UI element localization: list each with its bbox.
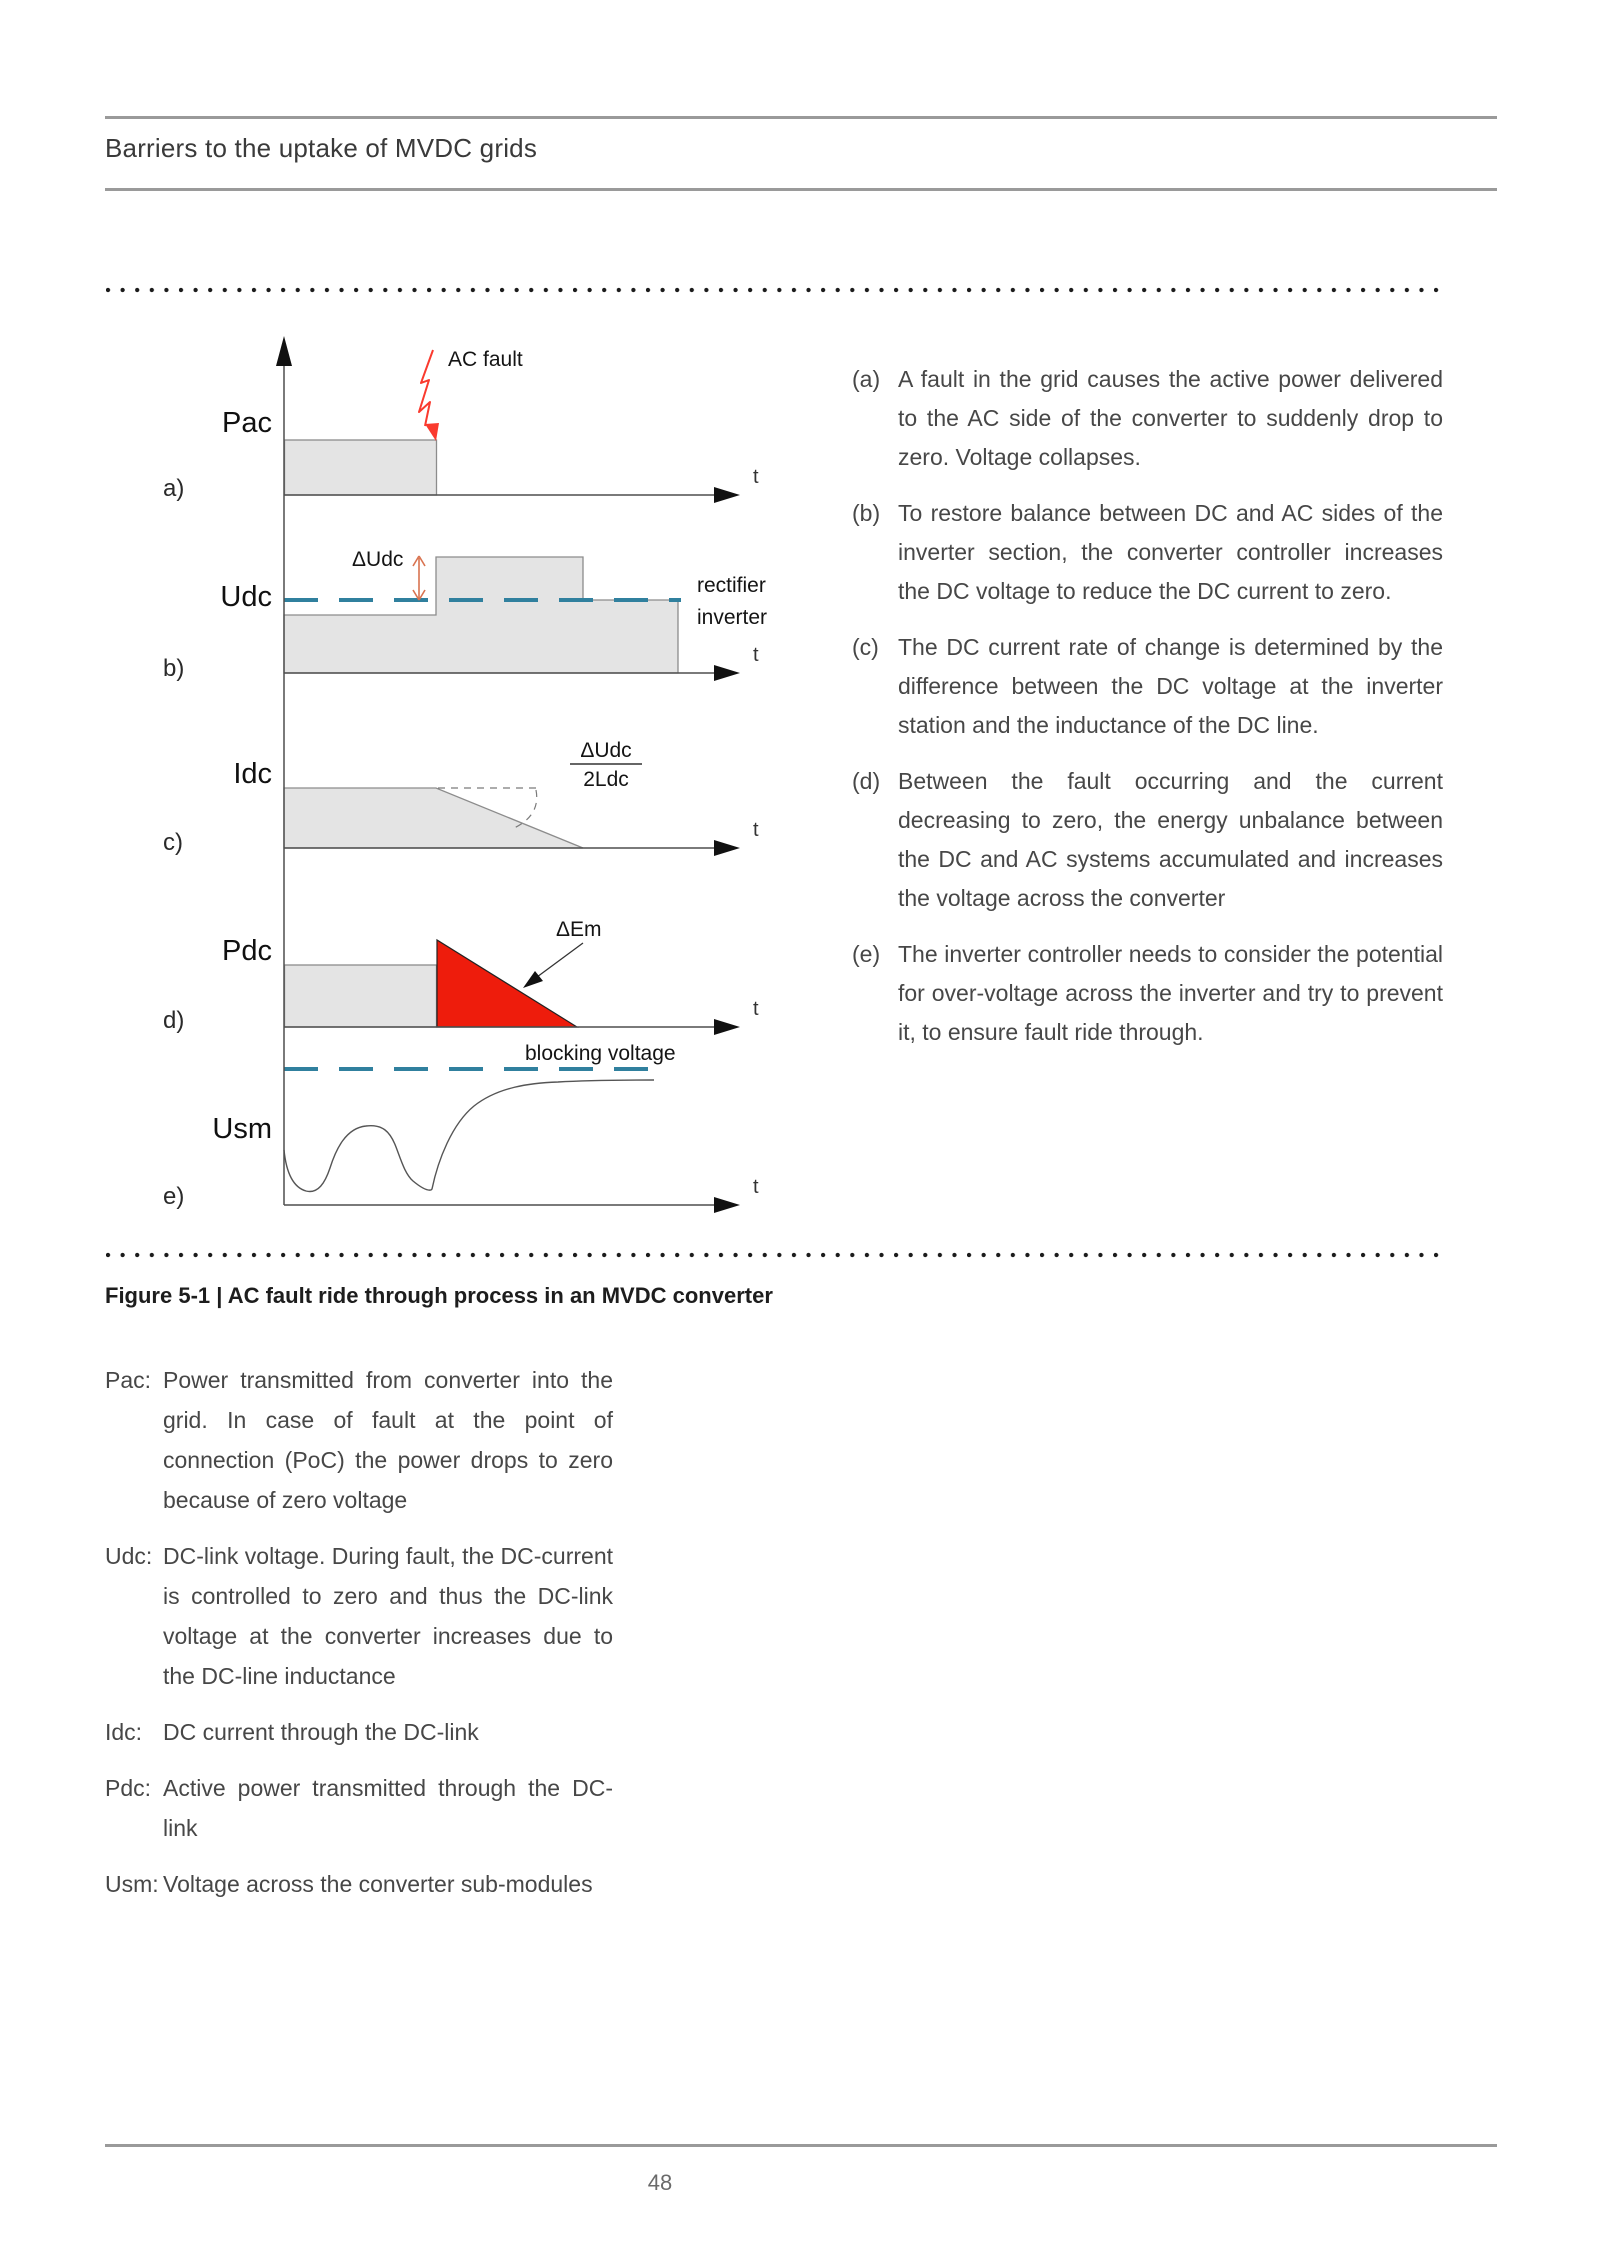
- definition-usm-text: Voltage across the converter sub-modules: [163, 1871, 593, 1897]
- plot-e: [163, 1042, 759, 1213]
- definition-udc-text: DC-link voltage. During fault, the DC-current is controlled to zero and thus the DC-link voltage at the converter increases due to the DC-line inductance: [163, 1543, 613, 1689]
- time-axis-d-label: t: [753, 998, 759, 1020]
- ac-fault-lightning-icon: [419, 350, 433, 426]
- usm-voltage-curve: [284, 1080, 654, 1191]
- idc-axis-label: Idc: [233, 758, 272, 790]
- subplot-d-label: d): [163, 1007, 185, 1034]
- subplot-b-label: b): [163, 655, 185, 682]
- plot-b: [163, 548, 767, 682]
- definition-pdc: [105, 1768, 613, 1848]
- note-e-text: The inverter controller needs to consider the potential for over-voltage across the inverter and try to prevent it, to ensure fault ride through.: [898, 941, 1443, 1045]
- time-axis-a-arrow: [714, 487, 740, 503]
- slope-fraction-numerator: ΔUdc: [580, 739, 632, 762]
- subplot-c-label: c): [163, 829, 183, 856]
- time-axis-e-label: t: [753, 1176, 759, 1198]
- dotted-separator-bottom: [106, 1252, 1446, 1258]
- note-c-text: The DC current rate of change is determined by the difference between the DC voltage at the inverter station and the inductance of the DC line.: [898, 634, 1443, 738]
- definition-pdc-text: Active power transmitted through the DC-link: [163, 1775, 613, 1841]
- ac-fault-annotation: AC fault: [448, 348, 523, 371]
- figure-caption: Figure 5-1 | AC fault ride through process in an MVDC converter: [105, 1283, 773, 1308]
- note-b: [852, 494, 1443, 611]
- note-b-label: (b): [852, 500, 881, 526]
- footer-rule: [105, 2144, 1497, 2147]
- dotted-separator-top: [106, 287, 1446, 293]
- page-header-title: Barriers to the uptake of MVDC grids: [105, 133, 538, 163]
- time-axis-b-label: t: [753, 644, 759, 666]
- figure-notes: [852, 360, 1443, 1069]
- delta-udc-double-arrow: [413, 556, 425, 600]
- plot-c: [163, 739, 759, 856]
- pdc-axis-label: Pdc: [222, 935, 272, 967]
- page-number: 48: [647, 2170, 673, 2195]
- note-d-label: (d): [852, 768, 881, 794]
- usm-axis-label: Usm: [212, 1113, 272, 1145]
- note-c: [852, 628, 1443, 745]
- definition-udc: [105, 1536, 613, 1696]
- plot-a: [163, 348, 759, 503]
- header-rule-bottom: [105, 188, 1497, 191]
- header-rule-top: [105, 116, 1497, 119]
- time-axis-c-label: t: [753, 819, 759, 841]
- time-axis-b-arrow: [714, 665, 740, 681]
- time-axis-a-label: t: [753, 466, 759, 488]
- definition-pac-text: Power transmitted from converter into the grid. In case of fault at the point of connection (PoC) the power drops to zero because of zero voltage: [163, 1367, 613, 1513]
- definition-pdc-term: Pdc:: [105, 1775, 152, 1801]
- delta-em-annotation: ΔEm: [556, 918, 602, 941]
- pac-axis-label: Pac: [222, 407, 272, 439]
- vertical-axis-arrow: [276, 336, 292, 366]
- blocking-voltage-label: blocking voltage: [525, 1042, 676, 1065]
- time-axis-d-arrow: [714, 1019, 740, 1035]
- delta-udc-annotation: ΔUdc: [352, 548, 404, 571]
- inverter-label: inverter: [697, 606, 768, 629]
- definition-udc-term: Udc:: [105, 1543, 153, 1569]
- note-a-label: (a): [852, 366, 881, 392]
- definitions-list: [105, 1360, 613, 1920]
- note-d-text: Between the fault occurring and the current decreasing to zero, the energy unbalance between the DC and AC systems accumulated and increases the voltage across the converter: [898, 768, 1443, 911]
- pdc-energy-triangle: [437, 940, 577, 1027]
- time-axis-c-arrow: [714, 840, 740, 856]
- definition-pac: [105, 1360, 613, 1520]
- note-a-text: A fault in the grid causes the active power delivered to the AC side of the converter to suddenly drop to zero. Voltage collapses.: [898, 366, 1443, 470]
- plot-d: [163, 918, 759, 1035]
- note-a: [852, 360, 1443, 477]
- udc-axis-label: Udc: [220, 581, 272, 613]
- subplot-e-label: e): [163, 1183, 185, 1210]
- note-e: [852, 935, 1443, 1052]
- note-c-label: (c): [852, 634, 879, 660]
- pac-power-area: [285, 440, 437, 495]
- definition-usm: [105, 1864, 613, 1904]
- udc-inverter-area: [284, 557, 678, 673]
- delta-em-arrow-line: [537, 943, 583, 977]
- rectifier-label: rectifier: [697, 574, 766, 597]
- note-e-label: (e): [852, 941, 881, 967]
- idc-current-area: [284, 788, 583, 848]
- time-axis-e-arrow: [714, 1197, 740, 1213]
- figure-diagram: [140, 320, 840, 1260]
- delta-em-arrowhead: [523, 971, 543, 988]
- subplot-a-label: a): [163, 475, 185, 502]
- ac-fault-arrowhead: [425, 423, 439, 441]
- note-b-text: To restore balance between DC and AC sides of the inverter section, the converter controller increases the DC voltage to reduce the DC current to zero.: [898, 500, 1443, 604]
- definition-idc-term: Idc:: [105, 1719, 143, 1745]
- definition-idc: [105, 1712, 613, 1752]
- note-d: [852, 762, 1443, 918]
- pdc-power-area: [285, 965, 437, 1027]
- definition-idc-text: DC current through the DC-link: [163, 1719, 479, 1745]
- slope-fraction-denominator: 2Ldc: [583, 768, 629, 791]
- definition-usm-term: Usm:: [105, 1871, 159, 1897]
- definition-pac-term: Pac:: [105, 1367, 152, 1393]
